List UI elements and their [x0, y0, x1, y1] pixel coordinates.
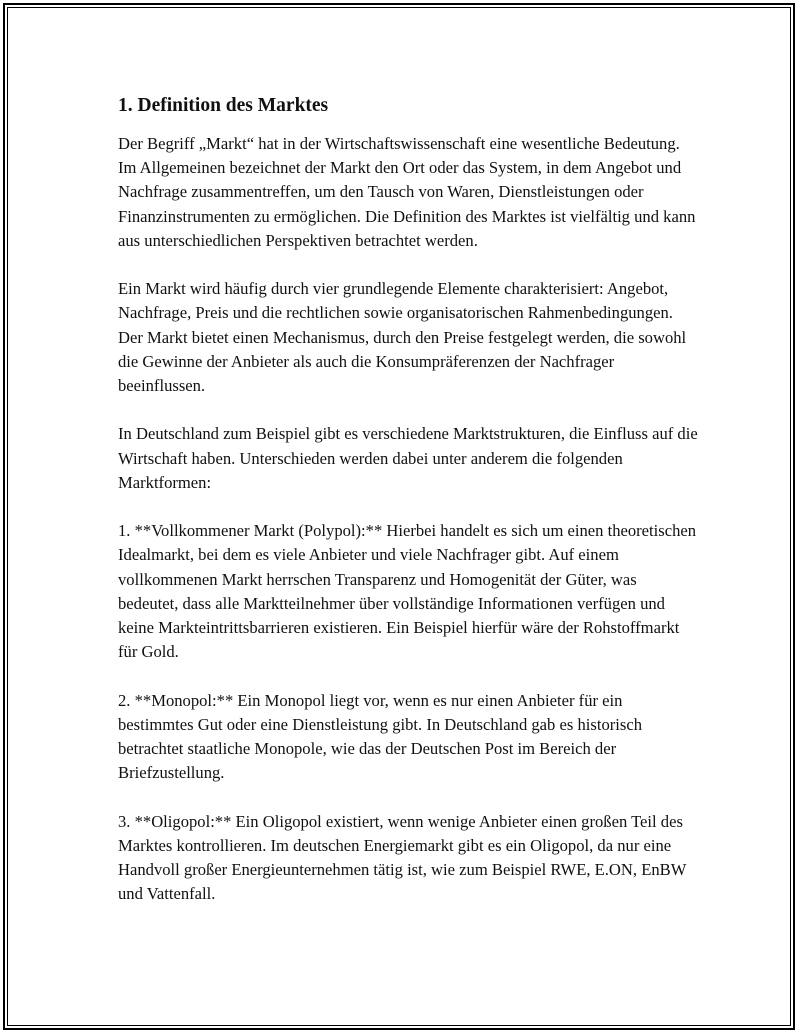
- paragraph-market-definition: Der Begriff „Markt“ hat in der Wirtschaftswissenschaft eine wesentliche Bedeutung. Im Allgemeinen bezeichnet der Markt den Ort oder das System, in dem Angebot und Nachfrage zusammentreffen, um den Tausch von Waren, Dienstleistungen oder Finanzinstrumenten zu ermöglichen. Die Definition des Marktes ist vielfältig und kann aus unterschiedlichen Perspektiven betrachtet werden.: [118, 134, 696, 250]
- paragraph-monopol: 2. **Monopol:** Ein Monopol liegt vor, wenn es nur einen Anbieter für ein bestimmtes Gut oder eine Dienstleistung gibt. In Deutschland gab es historisch betrachtet staatliche Monopole, wie das der Deutschen Post im Bereich der Briefzustellung.: [118, 690, 642, 783]
- paragraph-polypol: 1. **Vollkommener Markt (Polypol):** Hierbei handelt es sich um einen theoretischen Idealmarkt, bei dem es viele Anbieter und viele Nachfrager gibt. Auf einem vollkommenen Markt herrschen Transparenz und Homogenität der Güter, was bedeutet, dass alle Marktteilnehmer über vollständige Informationen verfügen und keine Markteintrittsbarrieren existieren. Ein Beispiel hierfür wäre der Rohstoffmarkt für Gold.: [118, 521, 697, 662]
- section-heading: 1. Definition des Marktes: [118, 95, 329, 116]
- paragraph-market-structures-intro: In Deutschland zum Beispiel gibt es verschiedene Marktstrukturen, die Einfluss auf die Wirtschaft haben. Unterschieden werden dabei unter anderem die folgenden Marktformen:: [118, 424, 698, 492]
- paragraph-market-elements: Ein Markt wird häufig durch vier grundlegende Elemente charakterisiert: Angebot, Nachfrage, Preis und die rechtlichen sowie organisatorischen Rahmenbedingungen. Der Markt bietet einen Mechanismus, durch den Preise festgelegt werden, die sowohl die Gewinne der Anbieter als auch die Konsumpräferenzen der Nachfrager beeinflussen.: [118, 279, 687, 396]
- paragraph-oligopol: 3. **Oligopol:** Ein Oligopol existiert, wenn wenige Anbieter einen großen Teil des Marktes kontrollieren. Im deutschen Energiemarkt gibt es ein Oligopol, da nur eine Handvoll großer Energieunternehmen tätig ist, wie zum Beispiel RWE, E.ON, EnBW und Vattenfall.: [118, 811, 687, 904]
- document-body: [118, 92, 698, 931]
